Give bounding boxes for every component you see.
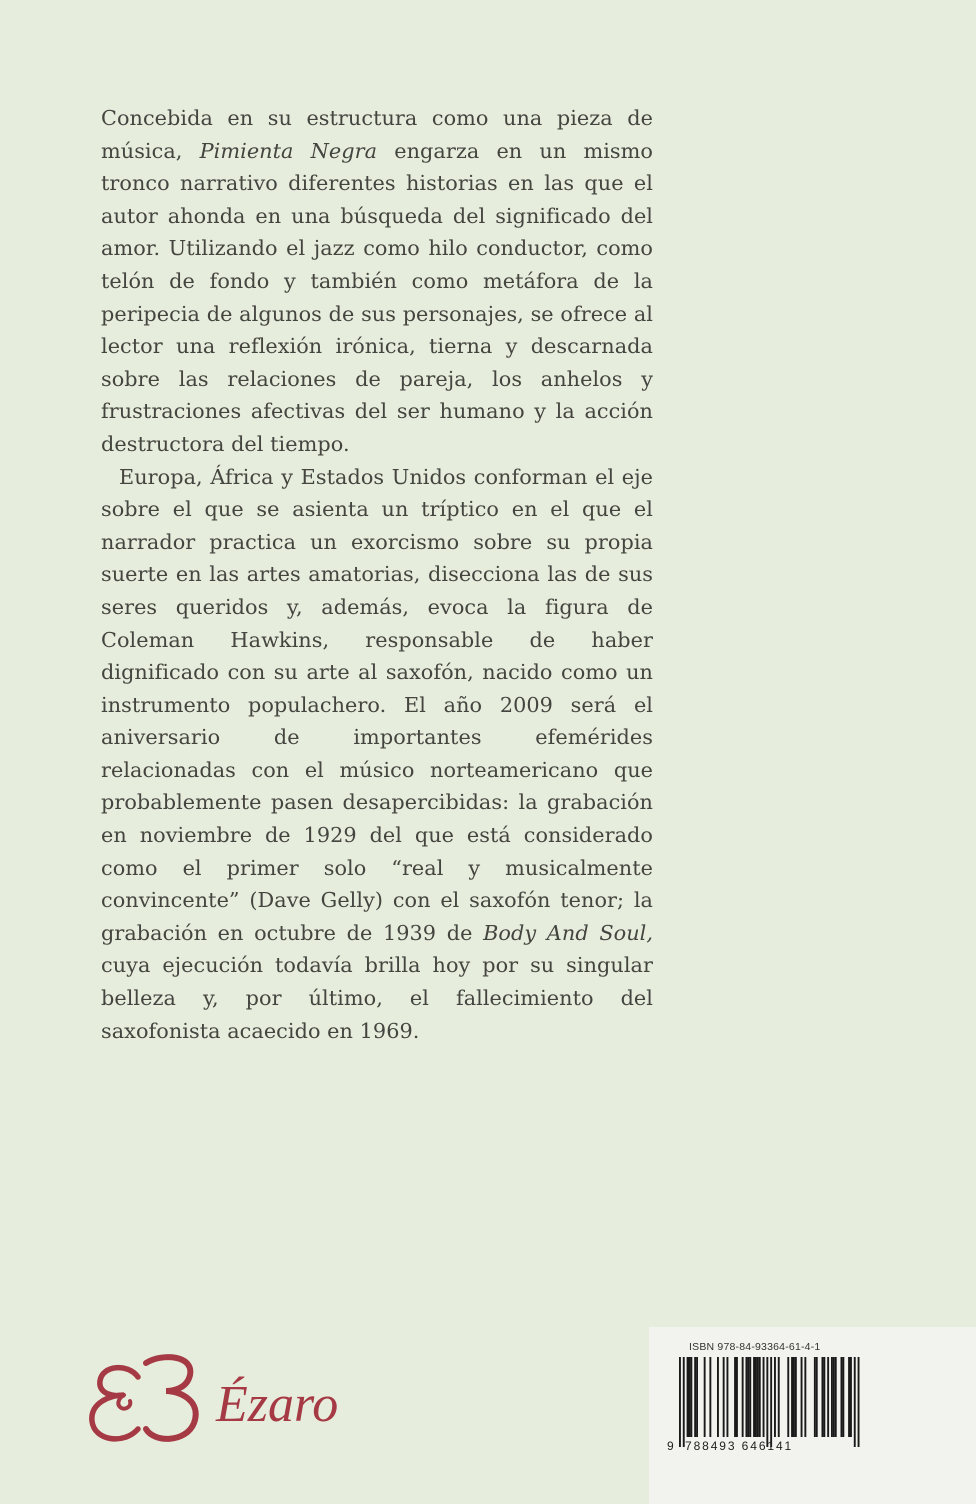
barcode-bar [727, 1357, 729, 1437]
barcode-icon [649, 1327, 976, 1504]
italic-title: Body And Soul, [483, 920, 653, 945]
text-run: Concebida en su estructura como una pieza de música, [101, 106, 653, 163]
barcode-bar [755, 1357, 757, 1437]
text-run: Europa, África y Estados Unidos conforman el eje sobre el que se asienta un tríptico en el que el narrador practica un exorcismo sobre su propia suerte en las artes amatorias, disecciona las de sus seres queridos y, además, evoca la figura de Coleman Hawkins, responsable de haber dignificado con su arte al saxofón, nacido como un instrumento populachero. El año 2009 será el aniversario de importantes efemérides relacionadas con el músico norteamericano que probablemente pasen desapercibidas: la grabación en noviembre de 1929 del que está considerado como el primer solo “real y musicalmente convincente” (Dave Gelly) con el saxofón tenor; la grabación en octubre de 1939 de [101, 464, 653, 945]
barcode-bar [793, 1357, 795, 1437]
barcode-bar [689, 1357, 691, 1437]
blurb-paragraph-2 [101, 461, 653, 1048]
barcode-bar [795, 1357, 797, 1437]
barcode-bar [694, 1357, 696, 1437]
barcode-bar [850, 1357, 852, 1437]
blurb-text [101, 102, 653, 1047]
barcode-bar [801, 1357, 803, 1437]
barcode-bar [848, 1357, 850, 1437]
barcode-bar [778, 1357, 780, 1437]
barcode-digits: 788493 646141 [685, 1439, 794, 1453]
barcode-bar [854, 1357, 856, 1447]
text-run: cuya ejecución todavía brilla hoy por su singular belleza y, por último, el fallecimiento del saxofonista acaecido en 1969. [101, 953, 653, 1043]
barcode-bar [816, 1357, 818, 1437]
barcode-bar [787, 1357, 789, 1437]
barcode-bar [823, 1357, 825, 1437]
barcode-bar [736, 1357, 738, 1437]
barcode-bar [766, 1357, 768, 1447]
barcode-bar [858, 1357, 860, 1447]
barcode-bar [747, 1357, 749, 1437]
barcode-bar [746, 1357, 748, 1437]
barcode-bar [717, 1357, 719, 1437]
barcode-bar [683, 1357, 685, 1447]
barcode-bar [841, 1357, 843, 1437]
barcode-bar [833, 1357, 835, 1437]
barcode-bar [687, 1357, 689, 1437]
barcode-bar [759, 1357, 761, 1437]
barcode-bar [723, 1357, 725, 1437]
barcode-bar [757, 1357, 759, 1437]
publisher-name: Ézaro [216, 1376, 339, 1433]
publisher-logo [80, 1345, 380, 1465]
barcode-bar [763, 1357, 765, 1437]
barcode-bar [774, 1357, 776, 1437]
barcode-bar [734, 1357, 736, 1437]
barcode-bar [753, 1357, 755, 1437]
barcode-bar [679, 1357, 681, 1447]
barcode-first-digit: 9 [667, 1439, 674, 1453]
barcode-bar [822, 1357, 824, 1437]
barcode-bar [831, 1357, 833, 1437]
barcode-bar [709, 1357, 711, 1437]
barcode-bar [842, 1357, 844, 1437]
italic-title: Pimienta Negra [199, 138, 378, 163]
barcode-bar [791, 1357, 793, 1437]
text-run: engarza en un mismo tronco narrativo diferentes historias en las que el autor ahonda en una búsqueda del significado del amor. Utilizando el jazz como hilo conductor, como telón de fondo y también como metáfora de la peripecia de algunos de sus personajes, se ofrece al lector una reflexión irónica, tierna y descarnada sobre las relaciones de pareja, los anhelos y frustraciones afectivas del ser humano y la acción destructora del tiempo. [101, 138, 653, 456]
barcode-bar [749, 1357, 751, 1437]
barcode-bar [690, 1357, 692, 1437]
barcode-bar [696, 1357, 698, 1437]
e3-monogram-icon [92, 1357, 196, 1439]
barcode-bar [770, 1357, 772, 1447]
isbn-label: ISBN 978-84-93364-61-4-1 [689, 1341, 821, 1353]
barcode-bar [704, 1357, 706, 1437]
barcode-bar [804, 1357, 806, 1437]
barcode-bar [742, 1357, 744, 1437]
barcode-bar [827, 1357, 829, 1437]
blurb-paragraph-1 [101, 102, 653, 461]
isbn-barcode [649, 1327, 976, 1504]
barcode-bar [814, 1357, 816, 1437]
barcode-bar [835, 1357, 837, 1437]
